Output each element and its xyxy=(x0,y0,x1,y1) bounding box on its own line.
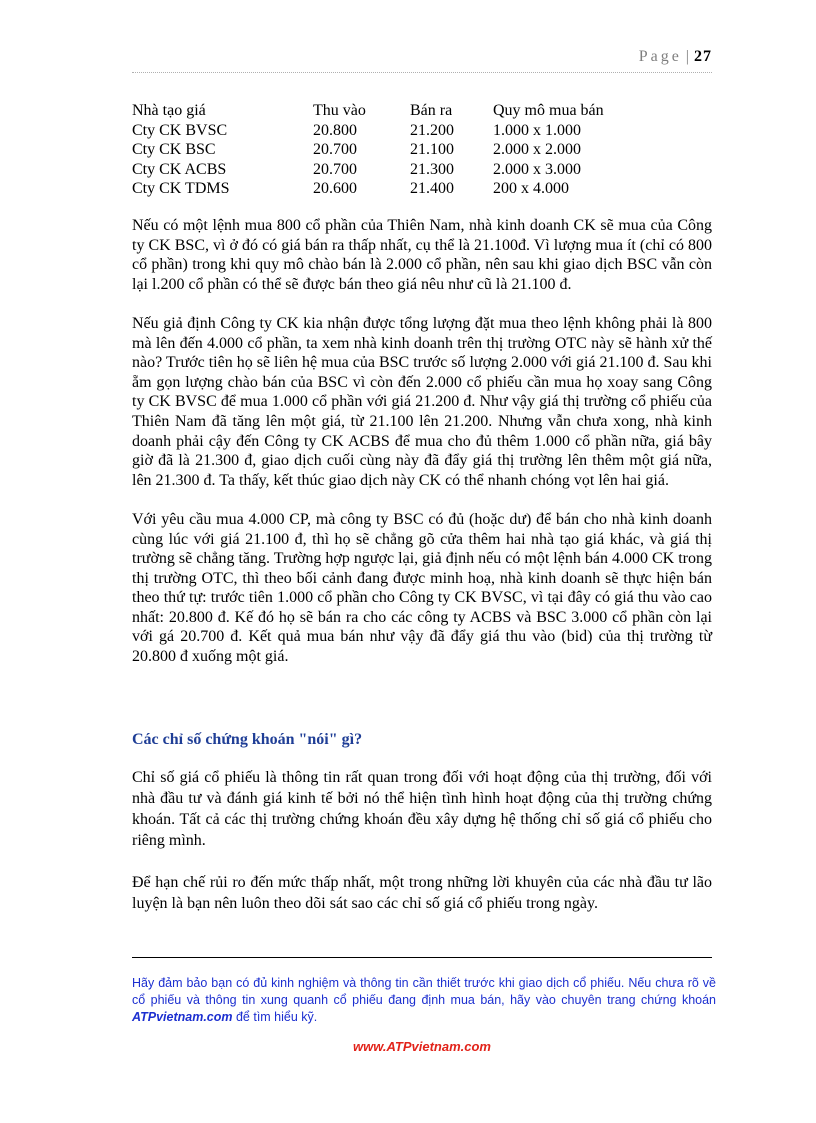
paragraph: Nếu giả định Công ty CK kia nhận được tổng lượng đặt mua theo lệnh không phải là 800 mà lên đến 4.000 cổ phần, ta xem nhà kinh doanh trên thị trường OTC này sẽ hành xử thế nào? Trước tiên họ sẽ liên hệ mua của BSC trước số lượng 2.000 với giá 21.100 đ. Sau khi ẵm gọn lượng chào bán của BSC vì còn đến 2.000 cổ phiếu cần mua họ xoay sang Công ty CK BVSC để mua 1.000 cổ phần với giá 21.200 đ. Như vậy giá thị trường cổ phiếu của Thiên Nam đã tăng lên một giá, từ 21.100 lên 21.200. Nhưng vẫn chưa xong, nhà kinh doanh phải cậy đến Công ty CK ACBS để mua cho đủ thêm 1.000 cổ phần nữa, giá bây giờ đã là 21.300 đ, giao dịch cuối cùng này đã đẩy giá thị trường lên thêm một giá nữa, lên 21.300 đ. Ta thấy, kết thúc giao dịch này CK có thể nhanh chóng vọt lên hai giá. xyxy=(132,314,712,489)
section-heading: Các chỉ số chứng khoán "nói" gì? xyxy=(132,731,363,748)
header-divider xyxy=(132,72,712,73)
table-row xyxy=(132,121,633,141)
table-cell: 2.000 x 2.000 xyxy=(493,141,581,158)
section-text xyxy=(132,767,712,935)
footer-note-text-end: để tìm hiểu kỹ. xyxy=(232,1010,318,1024)
table-cell: 21.300 xyxy=(410,160,454,178)
column-header: Nhà tạo giá xyxy=(132,102,206,119)
table-header-row xyxy=(132,101,633,121)
paragraph: Với yêu cầu mua 4.000 CP, mà công ty BSC có đủ (hoặc dư) để bán cho nhà kinh doanh cùng lúc với giá 21.100 đ, thì họ sẽ chẳng gõ cửa thêm hai nhà tạo giá khác, và giá thị trường sẽ chẳng tăng. Trường hợp ngược lại, giả định nếu có một lệnh bán 4.000 CK trong thị trường OTC, thì theo bối cảnh đang được minh hoạ, nhà kinh doanh sẽ thực hiện bán theo thứ tự: trước tiên 1.000 cổ phần cho Công ty CK BVSC, vì tại đây có giá thu vào cao nhất: 20.800 đ. Kế đó họ sẽ bán ra cho các công ty ACBS và BSC 3.000 cổ phần còn lại với gá 20.700 đ. Kết quả mua bán như vậy đã đẩy giá thu vào (bid) của thị trường từ 20.800 đ xuống một giá. xyxy=(132,510,712,666)
table-cell: 21.100 xyxy=(410,141,454,158)
footer-url-link[interactable]: www.ATPvietnam.com xyxy=(353,1039,491,1054)
table-row xyxy=(132,179,633,199)
page-separator: | xyxy=(685,48,690,65)
table-row xyxy=(132,140,633,160)
column-header: Thu vào xyxy=(313,102,366,119)
table-cell: Cty CK BVSC xyxy=(132,121,228,139)
table-cell: 20.800 xyxy=(313,121,357,139)
footer-note xyxy=(132,975,716,1026)
paragraph: Để hạn chế rủi ro đến mức thấp nhất, một trong những lời khuyên của các nhà đầu tư lão luyện là bạn nên luôn theo dõi sát sao các chỉ số giá cổ phiếu trong ngày. xyxy=(132,874,712,912)
table-cell: 1.000 x 1.000 xyxy=(493,121,581,139)
paragraph: Chỉ số giá cổ phiếu là thông tin rất quan trong đối với hoạt động của thị trường, đối với nhà đầu tư và đánh giá kinh tế bởi nó thể hiện tình hình hoạt động của thị trường chứng khoán. Tất cả các thị trường chứng khoán đều xây dựng hệ thống chỉ số giá cổ phiếu cho riêng mình. xyxy=(132,769,712,849)
table-cell: 21.200 xyxy=(410,121,454,139)
table-cell: 21.400 xyxy=(410,180,454,197)
table-cell: 20.700 xyxy=(313,160,357,178)
table-cell: Cty CK TDMS xyxy=(132,180,230,197)
table-cell: 20.700 xyxy=(313,141,357,158)
page-label: Page xyxy=(638,48,682,65)
column-header: Bán ra xyxy=(410,102,453,119)
main-text xyxy=(132,216,712,686)
footer-divider xyxy=(132,957,712,958)
footer-brand-link[interactable]: ATPvietnam.com xyxy=(132,1010,233,1024)
market-maker-quotes-table xyxy=(132,101,633,199)
column-header: Quy mô mua bán xyxy=(493,102,604,119)
table-cell: Cty CK ACBS xyxy=(132,160,227,178)
table-cell: 20.600 xyxy=(313,180,357,197)
table-cell: Cty CK BSC xyxy=(132,141,216,158)
footer-note-text: Hãy đảm bảo bạn có đủ kinh nghiệm và thông tin cần thiết trước khi giao dịch cổ phiếu. Nếu chưa rõ về cổ phiếu và thông tin xung quanh cổ phiếu đang định mua bán, hãy vào chuyên trang chứng khoán xyxy=(132,976,716,1007)
table-row xyxy=(132,160,633,180)
page-number: 27 xyxy=(694,48,712,65)
table-cell: 200 x 4.000 xyxy=(493,180,569,197)
paragraph: Nếu có một lệnh mua 800 cổ phần của Thiên Nam, nhà kinh doanh CK sẽ mua của Công ty CK BSC, vì ở đó có giá bán ra thấp nhất, cụ thể là 21.100đ. Vì lượng mua ít (chỉ có 800 cổ phần) trong khi quy mô chào bán là 2.000 cổ phần, nên sau khi giao dịch BSC vẫn còn lại l.200 cổ phần có thể sẽ được bán theo giá nêu như cũ là 21.100 đ. xyxy=(132,217,712,293)
page-header xyxy=(132,48,712,66)
table-cell: 2.000 x 3.000 xyxy=(493,160,581,178)
